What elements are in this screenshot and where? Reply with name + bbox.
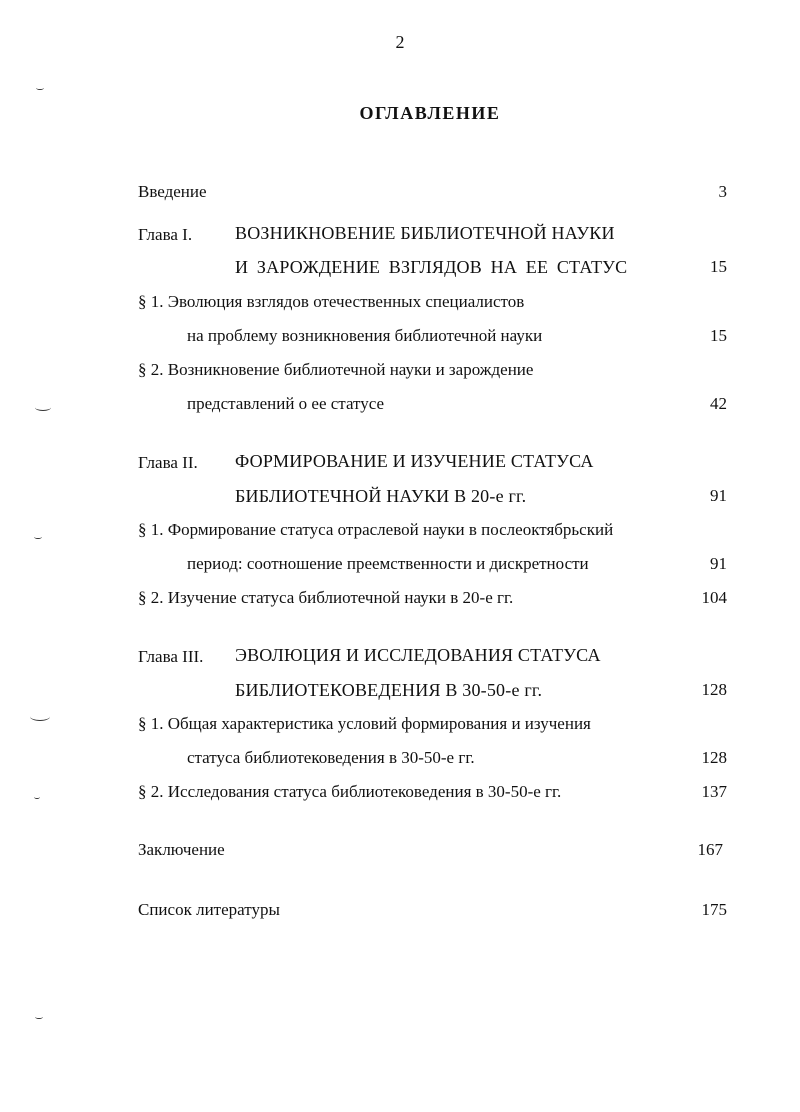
scan-mark (35, 404, 51, 411)
chapter-page: 15 (710, 257, 727, 276)
chapter-title-line1: ВОЗНИКНОВЕНИЕ БИБЛИОТЕЧНОЙ НАУКИ (235, 223, 615, 243)
section-line1: § 2. Изучение статуса библиотечной науки в 20-е гг. (138, 588, 514, 607)
scan-mark (34, 795, 40, 799)
section-page: 42 (710, 394, 727, 413)
scan-mark (30, 712, 50, 721)
toc-bibliography-label: Список литературы (138, 900, 280, 919)
section-line1: § 1. Формирование статуса отраслевой науки в послеоктябрьский (138, 520, 614, 539)
toc-conclusion-page: 167 (697, 840, 723, 859)
toc-bibliography-page: 175 (701, 900, 727, 919)
chapter-page: 91 (710, 486, 727, 505)
section-line1: § 1. Эволюция взглядов отечественных специалистов (138, 292, 525, 311)
section-page: 15 (710, 326, 727, 345)
chapter-title-line1: ФОРМИРОВАНИЕ И ИЗУЧЕНИЕ СТАТУСА (235, 451, 594, 471)
section-line1: § 1. Общая характеристика условий формирования и изучения (138, 714, 591, 733)
section-page: 91 (710, 554, 727, 573)
chapter-label: Глава III. (138, 647, 204, 666)
section-line1: § 2. Исследования статуса библиотековедения в 30-50-е гг. (138, 782, 562, 801)
page-title: ОГЛАВЛЕНИЕ (359, 103, 501, 123)
section-page: 137 (701, 782, 727, 801)
section-line2: представлений о ее статусе (187, 394, 385, 413)
chapter-label: Глава II. (138, 453, 198, 472)
section-page: 128 (701, 748, 727, 767)
scan-mark (36, 86, 44, 90)
page-number: 2 (395, 32, 405, 52)
toc-intro-label: Введение (138, 182, 207, 201)
chapter-title-line2: БИБЛИОТЕЧНОЙ НАУКИ В 20-е гг. (235, 486, 527, 506)
section-line2: период: соотношение преемственности и дискретности (187, 554, 589, 573)
chapter-page: 128 (701, 680, 727, 699)
section-line2: на проблему возникновения библиотечной науки (187, 326, 543, 345)
chapter-title-line2: И ЗАРОЖДЕНИЕ ВЗГЛЯДОВ НА ЕЕ СТАТУС (235, 257, 628, 277)
chapter-title-line1: ЭВОЛЮЦИЯ И ИССЛЕДОВАНИЯ СТАТУСА (235, 645, 601, 665)
toc-conclusion-label: Заключение (138, 840, 225, 859)
scan-mark (35, 1015, 43, 1019)
toc-intro-page: 3 (718, 182, 727, 201)
section-page: 104 (701, 588, 727, 607)
chapter-title-line2: БИБЛИОТЕКОВЕДЕНИЯ В 30-50-е гг. (235, 680, 543, 700)
section-line2: статуса библиотековедения в 30-50-е гг. (187, 748, 475, 767)
section-line1: § 2. Возникновение библиотечной науки и зарождение (138, 360, 534, 379)
chapter-label: Глава I. (138, 225, 193, 244)
scan-mark (34, 535, 42, 539)
